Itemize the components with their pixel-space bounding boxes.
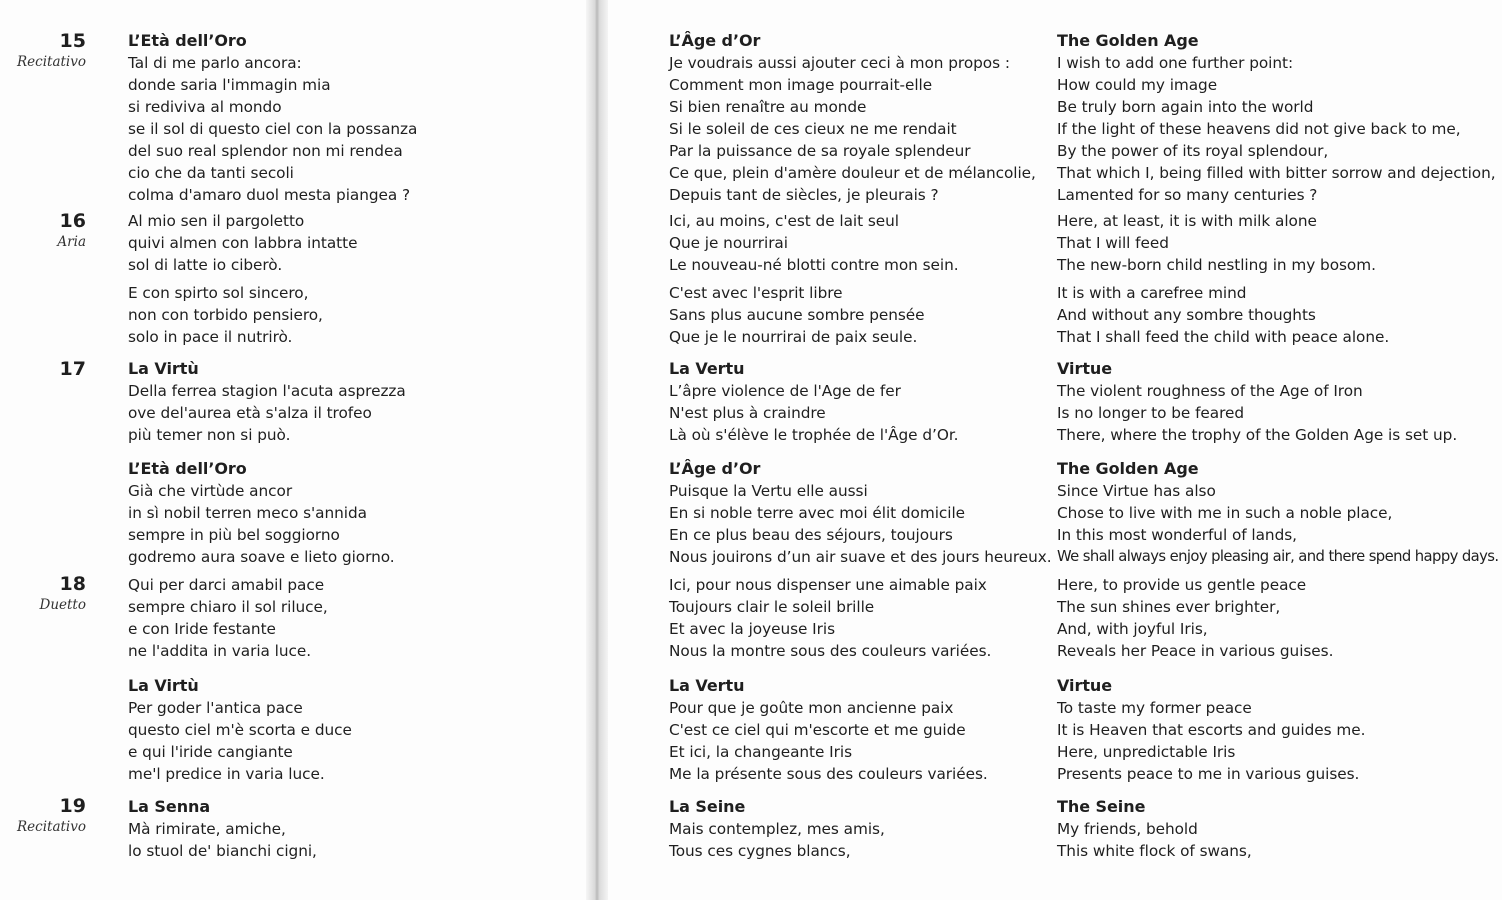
verse-line: It is with a carefree mind [1057, 284, 1247, 302]
verse-line: godremo aura soave e lieto giorno. [128, 548, 395, 566]
verse-line: in sì nobil terren meco s'annida [128, 504, 367, 522]
verse-line: Sans plus aucune sombre pensée [669, 306, 925, 324]
verse-line: me'l predice in varia luce. [128, 765, 325, 783]
section-number: 16 [59, 210, 86, 232]
section-kind: Recitativo [16, 54, 86, 70]
verse-line: e con Iride festante [128, 620, 276, 638]
section-number: 15 [59, 30, 86, 52]
stanza [128, 458, 568, 568]
verse-line: C'est avec l'esprit libre [669, 284, 843, 302]
speaker-heading: The Seine [1057, 797, 1146, 816]
verse-line: se il sol di questo ciel con la possanza [128, 120, 418, 138]
verse-line: To taste my former peace [1057, 699, 1252, 717]
stanza [1057, 210, 1502, 276]
verse-line: Here, unpredictable Iris [1057, 743, 1236, 761]
verse-line: Toujours clair le soleil brille [669, 598, 875, 616]
stanza [669, 675, 1054, 785]
stanza [669, 458, 1054, 568]
verse-line: That I will feed [1057, 234, 1169, 252]
verse-line: And, with joyful Iris, [1057, 620, 1208, 638]
verse-line: We shall always enjoy pleasing air, and there spend happy days. [1057, 548, 1499, 565]
speaker-heading: L’Età dell’Oro [128, 31, 247, 50]
verse-line: Chose to live with me in such a noble place, [1057, 504, 1393, 522]
stanza [669, 358, 1054, 446]
speaker-heading: Virtue [1057, 676, 1113, 695]
verse-line: si rediviva al mondo [128, 98, 282, 116]
verse-line: Mà rimirate, amiche, [128, 820, 286, 838]
verse-line: The violent roughness of the Age of Iron [1057, 382, 1363, 400]
verse-line: Tous ces cygnes blancs, [669, 842, 851, 860]
verse-line: colma d'amaro duol mesta piangea ? [128, 186, 411, 204]
verse-line: How could my image [1057, 76, 1218, 94]
verse-line: Della ferrea stagion l'acuta asprezza [128, 382, 406, 400]
verse-line: N'est plus à craindre [669, 404, 826, 422]
verse-line: lo stuol de' bianchi cigni, [128, 842, 317, 860]
verse-line: By the power of its royal splendour, [1057, 142, 1329, 160]
verse-line: C'est ce ciel qui m'escorte et me guide [669, 721, 966, 739]
verse-line: più temer non si può. [128, 426, 291, 444]
verse-line: Là où s'élève le trophée de l'Âge d’Or. [669, 426, 959, 444]
verse-line: Le nouveau-né blotti contre mon sein. [669, 256, 959, 274]
verse-line: Si bien renaître au monde [669, 98, 867, 116]
stanza [1057, 458, 1502, 568]
speaker-heading: La Virtù [128, 676, 199, 695]
stanza [128, 282, 568, 348]
section-number: 18 [59, 573, 86, 595]
stanza [128, 30, 568, 206]
stanza [1057, 30, 1502, 206]
verse-line: Lamented for so many centuries ? [1057, 186, 1318, 204]
speaker-heading: L’Âge d’Or [669, 459, 761, 478]
verse-line: Je voudrais aussi ajouter ceci à mon propos : [669, 54, 1010, 72]
verse-line: My friends, behold [1057, 820, 1198, 838]
stanza [128, 574, 568, 662]
book-spine [586, 0, 608, 900]
verse-line: Here, to provide us gentle peace [1057, 576, 1307, 594]
verse-line: Puisque la Vertu elle aussi [669, 482, 868, 500]
speaker-heading: L’Età dell’Oro [128, 459, 247, 478]
speaker-heading: La Senna [128, 797, 211, 816]
stanza [1057, 282, 1502, 348]
verse-line: This white flock of swans, [1057, 842, 1252, 860]
verse-line: ne l'addita in varia luce. [128, 642, 312, 660]
stanza [669, 210, 1054, 276]
stanza [669, 30, 1054, 206]
verse-line: ove del'aurea età s'alza il trofeo [128, 404, 372, 422]
verse-line: del suo real splendor non mi rendea [128, 142, 403, 160]
verse-line: Reveals her Peace in various guises. [1057, 642, 1334, 660]
speaker-heading: La Seine [669, 797, 746, 816]
verse-line: Nous la montre sous des couleurs variées. [669, 642, 992, 660]
verse-line: Here, at least, it is with milk alone [1057, 212, 1317, 230]
verse-line: The sun shines ever brighter, [1057, 598, 1281, 616]
verse-line: Mais contemplez, mes amis, [669, 820, 885, 838]
verse-line: Pour que je goûte mon ancienne paix [669, 699, 954, 717]
verse-line: Since Virtue has also [1057, 482, 1216, 500]
verse-line: That I shall feed the child with peace alone. [1057, 328, 1390, 346]
verse-line: L’âpre violence de l'Age de fer [669, 382, 901, 400]
verse-line: Be truly born again into the world [1057, 98, 1314, 116]
verse-line: En si noble terre avec moi élit domicile [669, 504, 966, 522]
verse-line: And without any sombre thoughts [1057, 306, 1316, 324]
section-marker-18 [0, 573, 86, 615]
section-kind: Duetto [39, 597, 86, 613]
stanza [1057, 358, 1502, 446]
speaker-heading: Virtue [1057, 359, 1113, 378]
speaker-heading: The Golden Age [1057, 459, 1199, 478]
speaker-heading: The Golden Age [1057, 31, 1199, 50]
section-marker-17 [0, 358, 86, 380]
verse-line: The new-born child nestling in my bosom. [1057, 256, 1376, 274]
verse-line: E con spirto sol sincero, [128, 284, 309, 302]
verse-line: Nous jouirons d’un air suave et des jours heureux. [669, 548, 1052, 566]
stanza [669, 282, 1054, 348]
verse-line: questo ciel m'è scorta e duce [128, 721, 352, 739]
verse-line: non con torbido pensiero, [128, 306, 323, 324]
verse-line: Depuis tant de siècles, je pleurais ? [669, 186, 939, 204]
speaker-heading: L’Âge d’Or [669, 31, 761, 50]
stanza [128, 796, 568, 862]
verse-line: Me la présente sous des couleurs variées. [669, 765, 988, 783]
section-number: 19 [59, 795, 86, 817]
verse-line: It is Heaven that escorts and guides me. [1057, 721, 1366, 739]
verse-line: Que je le nourrirai de paix seule. [669, 328, 918, 346]
verse-line: That which I, being filled with bitter sorrow and dejection, [1057, 164, 1496, 182]
verse-line: If the light of these heavens did not give back to me, [1057, 120, 1461, 138]
stanza [1057, 796, 1502, 862]
verse-line: sempre in più bel soggiorno [128, 526, 340, 544]
verse-line: Al mio sen il pargoletto [128, 212, 305, 230]
verse-line: e qui l'iride cangiante [128, 743, 293, 761]
verse-line: quivi almen con labbra intatte [128, 234, 358, 252]
verse-line: Et avec la joyeuse Iris [669, 620, 836, 638]
verse-line: Comment mon image pourrait-elle [669, 76, 933, 94]
stanza [128, 358, 568, 446]
verse-line: Tal di me parlo ancora: [128, 54, 302, 72]
verse-line: donde saria l'immagin mia [128, 76, 331, 94]
stanza [128, 210, 568, 276]
verse-line: I wish to add one further point: [1057, 54, 1294, 72]
speaker-heading: La Vertu [669, 676, 745, 695]
section-kind: Aria [57, 234, 86, 250]
stanza [669, 796, 1054, 862]
verse-line: Ici, pour nous dispenser une aimable paix [669, 576, 987, 594]
verse-line: Ce que, plein d'amère douleur et de mélancolie, [669, 164, 1036, 182]
stanza [1057, 574, 1502, 662]
section-kind: Recitativo [16, 819, 86, 835]
stanza [128, 675, 568, 785]
verse-line: There, where the trophy of the Golden Age is set up. [1057, 426, 1458, 444]
speaker-heading: La Vertu [669, 359, 745, 378]
speaker-heading: La Virtù [128, 359, 199, 378]
verse-line: Is no longer to be feared [1057, 404, 1245, 422]
verse-line: In this most wonderful of lands, [1057, 526, 1297, 544]
verse-line: solo in pace il nutrirò. [128, 328, 293, 346]
verse-line: Que je nourrirai [669, 234, 788, 252]
verse-line: Presents peace to me in various guises. [1057, 765, 1360, 783]
verse-line: Et ici, la changeante Iris [669, 743, 853, 761]
section-marker-16 [0, 210, 86, 252]
verse-line: sempre chiaro il sol riluce, [128, 598, 328, 616]
section-number: 17 [59, 358, 86, 380]
verse-line: sol di latte io ciberò. [128, 256, 283, 274]
verse-line: En ce plus beau des séjours, toujours [669, 526, 953, 544]
section-marker-19 [0, 795, 86, 837]
verse-line: cio che da tanti secoli [128, 164, 294, 182]
verse-line: Qui per darci amabil pace [128, 576, 325, 594]
verse-line: Per goder l'antica pace [128, 699, 303, 717]
verse-line: Già che virtùde ancor [128, 482, 293, 500]
verse-line: Par la puissance de sa royale splendeur [669, 142, 971, 160]
verse-line: Si le soleil de ces cieux ne me rendait [669, 120, 957, 138]
stanza [1057, 675, 1502, 785]
verse-line: Ici, au moins, c'est de lait seul [669, 212, 899, 230]
stanza [669, 574, 1054, 662]
section-marker-15 [0, 30, 86, 72]
